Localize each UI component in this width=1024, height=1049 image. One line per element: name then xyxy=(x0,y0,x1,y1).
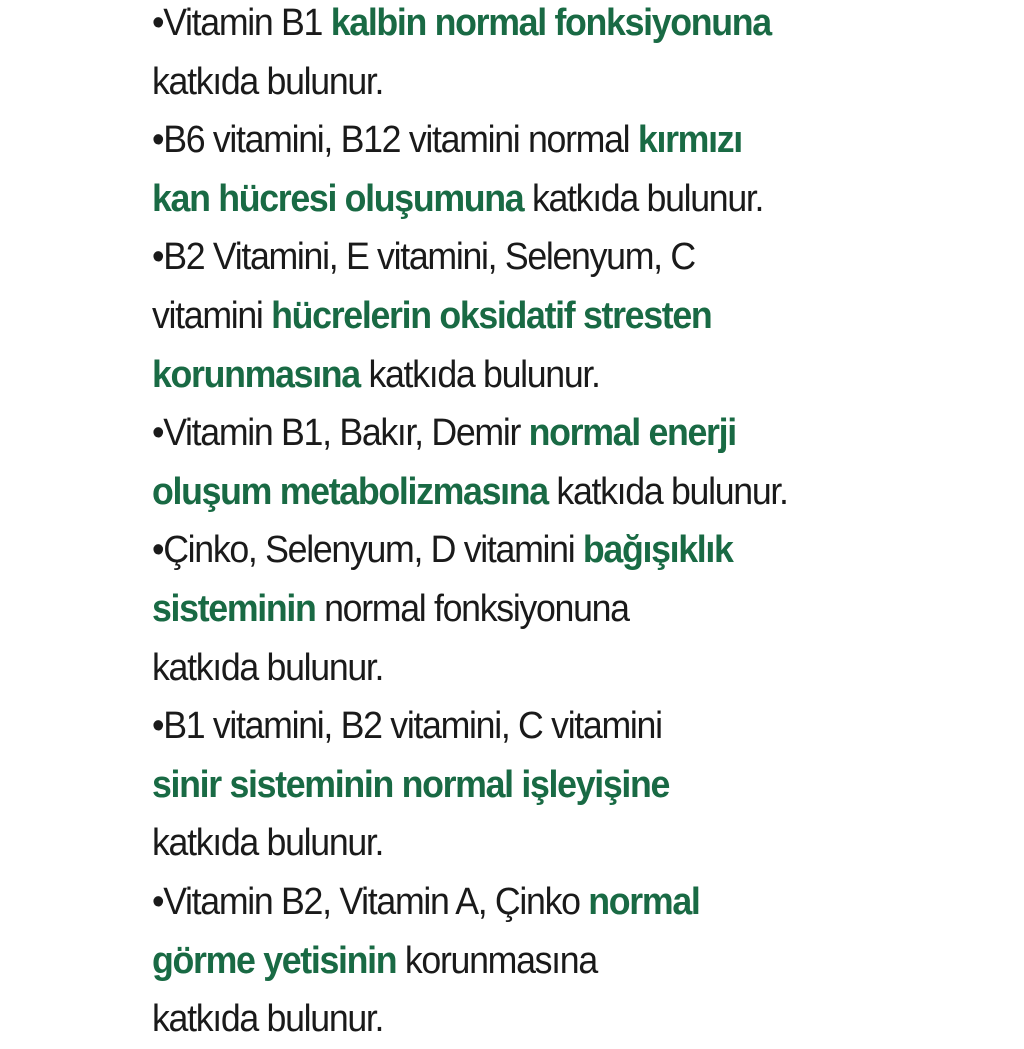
body-text: katkıda bulunur. xyxy=(152,822,384,865)
body-text: •B6 vitamini, B12 vitamini normal xyxy=(152,119,638,162)
text-line xyxy=(152,53,960,112)
benefits-text-block xyxy=(152,0,1012,1049)
text-line xyxy=(152,990,960,1049)
body-text: •B1 vitamini, B2 vitamini, C vitamini xyxy=(152,705,662,748)
highlighted-phrase: oluşum metabolizmasına xyxy=(152,470,548,513)
highlighted-phrase: kırmızı xyxy=(637,119,742,162)
highlighted-phrase: hücrelerin oksidatif stresten xyxy=(271,294,712,337)
text-line xyxy=(152,697,960,756)
body-text: •Vitamin B1 xyxy=(152,2,331,44)
text-line xyxy=(152,111,960,170)
body-text: •Vitamin B1, Bakır, Demir xyxy=(152,412,529,455)
text-line xyxy=(152,639,960,698)
body-text: korunmasına xyxy=(396,939,597,982)
text-line xyxy=(152,0,960,53)
text-line xyxy=(152,521,960,580)
highlighted-phrase: görme yetisinin xyxy=(152,939,397,982)
text-line xyxy=(152,814,960,873)
body-text: katkıda bulunur. xyxy=(152,998,384,1041)
highlighted-phrase: korunmasına xyxy=(152,353,360,396)
text-line xyxy=(152,346,960,405)
body-text: katkıda bulunur. xyxy=(523,177,764,220)
highlighted-phrase: kan hücresi oluşumuna xyxy=(152,177,524,220)
body-text: vitamini xyxy=(152,294,272,337)
body-text: normal fonksiyonuna xyxy=(315,587,629,630)
text-line xyxy=(152,756,960,815)
body-text: katkıda bulunur. xyxy=(547,470,788,513)
body-text: •Çinko, Selenyum, D vitamini xyxy=(152,529,583,572)
text-line xyxy=(152,932,960,991)
highlighted-phrase: sinir sisteminin normal işleyişine xyxy=(152,763,670,806)
body-text: •Vitamin B2, Vitamin A, Çinko xyxy=(152,880,589,923)
text-line xyxy=(152,170,960,229)
body-text: •B2 Vitamini, E vitamini, Selenyum, C xyxy=(152,236,695,279)
highlighted-phrase: normal enerji xyxy=(528,412,736,455)
highlighted-phrase: bağışıklık xyxy=(582,529,733,572)
body-text: katkıda bulunur. xyxy=(359,353,600,396)
text-line xyxy=(152,873,960,932)
text-line xyxy=(152,580,960,639)
highlighted-phrase: kalbin normal fonksiyonuna xyxy=(330,2,771,44)
body-text: katkıda bulunur. xyxy=(152,60,384,103)
text-line xyxy=(152,228,960,287)
highlighted-phrase: sisteminin xyxy=(152,587,316,630)
body-text: katkıda bulunur. xyxy=(152,646,384,689)
highlighted-phrase: normal xyxy=(588,880,700,923)
text-line xyxy=(152,404,960,463)
text-line xyxy=(152,463,960,522)
text-line xyxy=(152,287,960,346)
